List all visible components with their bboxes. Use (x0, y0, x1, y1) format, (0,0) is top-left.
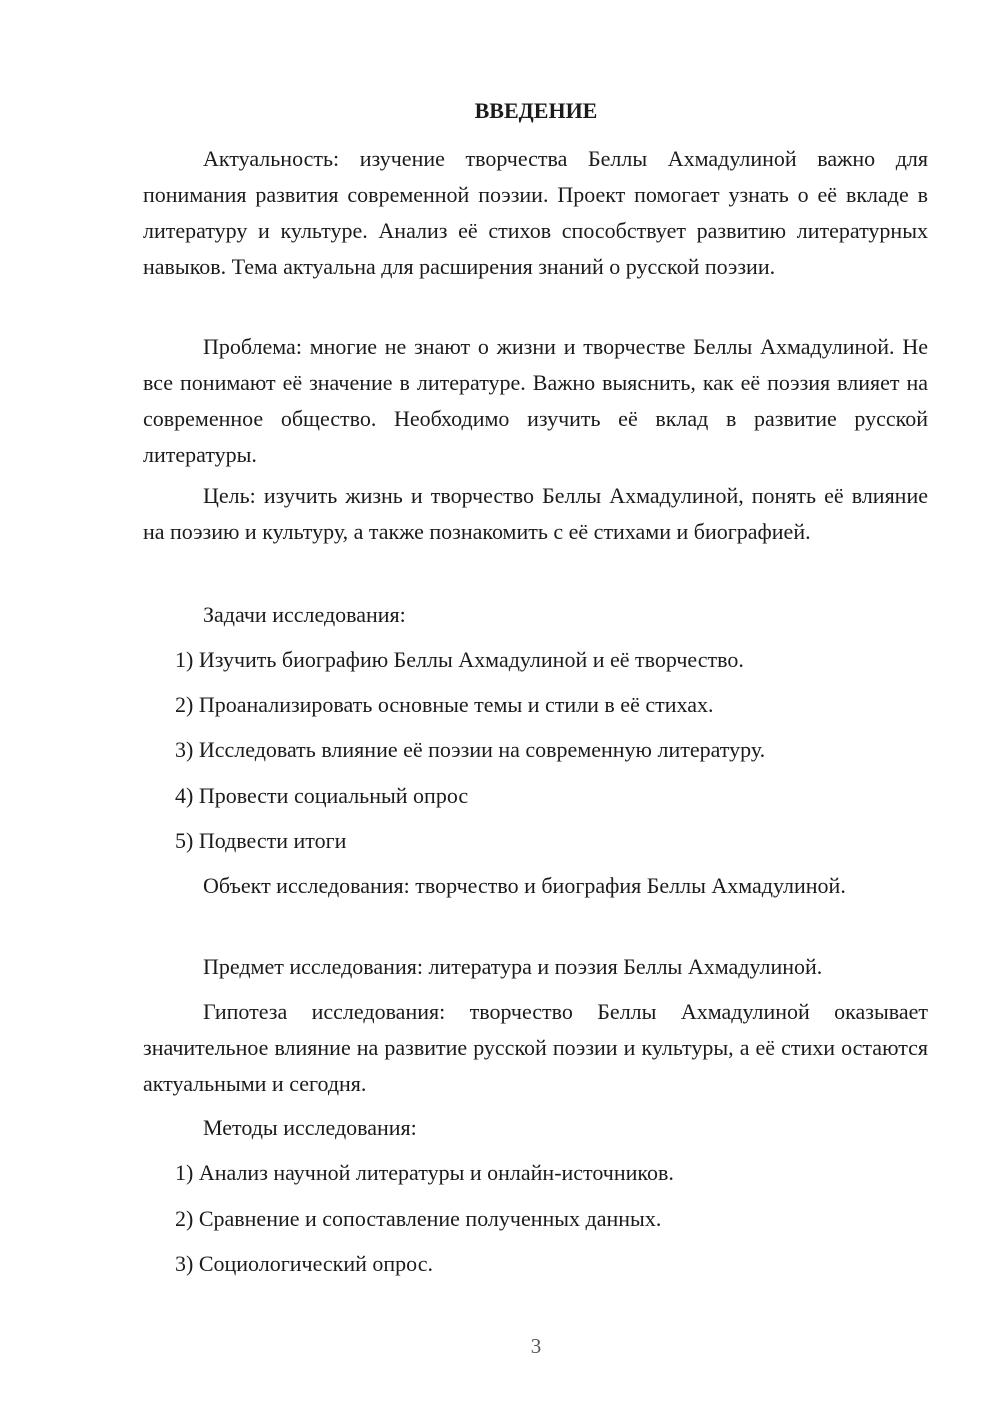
task-item-1: 1) Изучить биографию Беллы Ахмадулиной и её творчество. (175, 647, 744, 672)
paragraph-goal: Цель: изучить жизнь и творчество Беллы Ахмадулиной, понять её влияние на поэзию и культуру, а также познакомить с её стихами и биографией. (143, 483, 928, 544)
paragraph-object: Объект исследования: творчество и биография Беллы Ахмадулиной. (203, 873, 846, 898)
task-item-4: 4) Провести социальный опрос (175, 783, 469, 808)
tasks-heading: Задачи исследования: (203, 602, 406, 627)
paragraph-problem: Проблема: многие не знают о жизни и творчестве Беллы Ахмадулиной. Не все понимают её значение в литературе. Важно выяснить, как её поэзия влияет на современное общество. Необходимо изучить её вклад в развитие русской литературы. (143, 334, 928, 467)
page-number: 3 (530, 1334, 542, 1358)
methods-heading: Методы исследования: (203, 1115, 417, 1140)
page-title: ВВЕДЕНИЕ (474, 98, 598, 123)
task-item-3: 3) Исследовать влияние её поэзии на современную литературу. (175, 737, 766, 762)
paragraph-hypothesis: Гипотеза исследования: творчество Беллы Ахмадулиной оказывает значительное влияние на развитие русской поэзии и культуры, а её стихи остаются актуальными и сегодня. (143, 999, 928, 1096)
task-item-5: 5) Подвести итоги (175, 828, 347, 853)
paragraph-relevance: Актуальность: изучение творчества Беллы Ахмадулиной важно для понимания развития современной поэзии. Проект помогает узнать о её вкладе в литературу и культуре. Анализ её стихов способствует развитию литературных навыков. Тема актуальна для расширения знаний о русской поэзии. (143, 146, 928, 279)
method-item-1: 1) Анализ научной литературы и онлайн-источников. (175, 1160, 674, 1185)
paragraph-subject: Предмет исследования: литература и поэзия Беллы Ахмадулиной. (203, 954, 823, 979)
method-item-3: 3) Социологический опрос. (175, 1251, 433, 1276)
task-item-2: 2) Проанализировать основные темы и стили в её стихах. (175, 692, 714, 717)
method-item-2: 2) Сравнение и сопоставление полученных данных. (175, 1206, 662, 1231)
